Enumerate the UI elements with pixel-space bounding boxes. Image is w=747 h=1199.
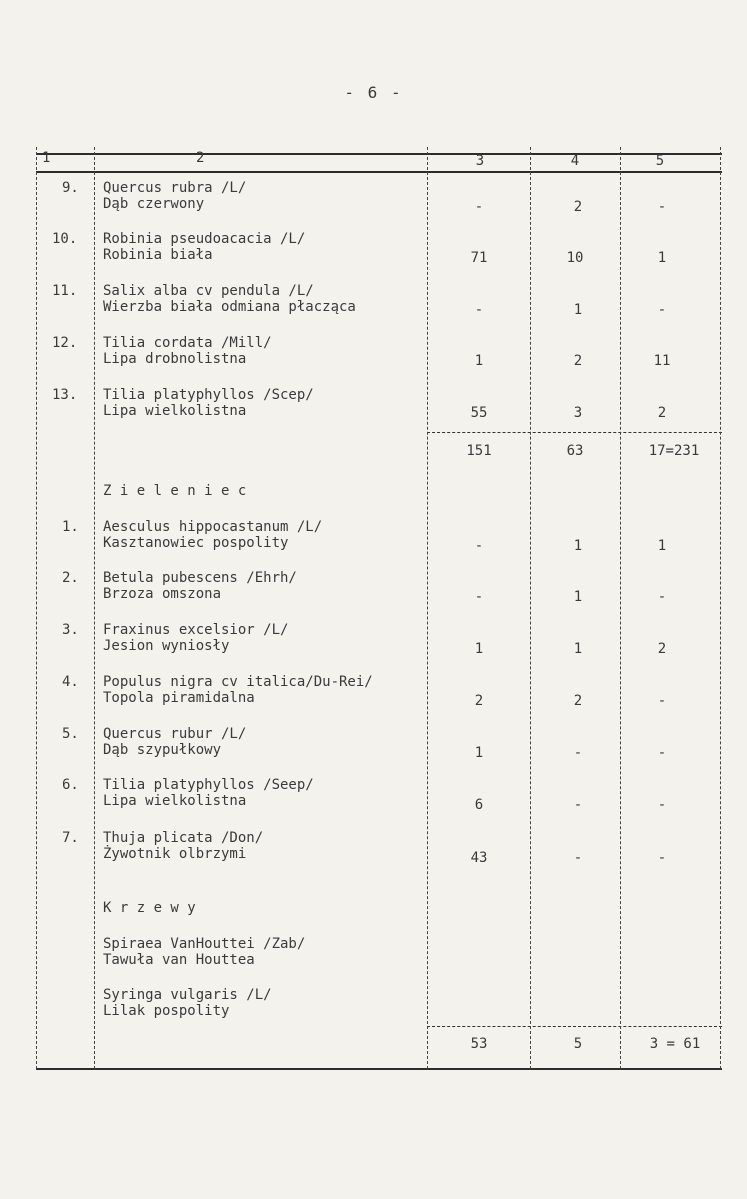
col-divider-4: [620, 147, 621, 1069]
polish-name: Lilak pospolity: [103, 1003, 230, 1019]
col-divider-1: [94, 147, 95, 1069]
cell-col-5: -: [657, 745, 667, 761]
cell-col-3: 1: [474, 353, 484, 369]
cell-col-3: 6: [474, 797, 484, 813]
latin-name: Syringa vulgaris /L/: [103, 987, 272, 1003]
cell-col-5: 2: [657, 641, 667, 657]
cell-col-4: 1: [573, 302, 583, 318]
cell-col-5: -: [657, 199, 667, 215]
cell-col-5: 1: [657, 250, 667, 266]
row-number: 12.: [52, 335, 78, 351]
col-divider-right: [720, 147, 721, 1069]
cell-col-3: 43: [470, 850, 488, 866]
polish-name: Jesion wyniosły: [103, 638, 230, 654]
cell-col-4: 10: [566, 250, 584, 266]
total-col-5: 3 = 61: [649, 1036, 701, 1052]
latin-name: Populus nigra cv italica/Du-Rei/: [103, 674, 373, 690]
subtotal-rule: [427, 432, 722, 433]
row-number: 9.: [62, 180, 79, 196]
latin-name: Aesculus hippocastanum /L/: [103, 519, 323, 535]
cell-col-4: 3: [573, 405, 583, 421]
header-col-5: 5: [655, 153, 665, 169]
cell-col-3: 1: [474, 745, 484, 761]
cell-col-5: -: [657, 797, 667, 813]
cell-col-5: -: [657, 693, 667, 709]
col-divider-2: [427, 147, 428, 1069]
row-number: 5.: [62, 726, 79, 742]
cell-col-5: 11: [653, 353, 671, 369]
col-divider-left: [36, 147, 37, 1069]
cell-col-3: -: [474, 199, 484, 215]
header-col-4: 4: [570, 153, 580, 169]
row-number: 13.: [52, 387, 78, 403]
polish-name: Dąb szypułkowy: [103, 742, 222, 758]
subtotal-col-5: 17=231: [648, 443, 700, 459]
header-col-2: 2: [196, 150, 205, 166]
header-col-1: 1: [42, 150, 51, 166]
subtotal-col-3: 151: [466, 443, 492, 459]
row-number: 6.: [62, 777, 79, 793]
row-number: 11.: [52, 283, 78, 299]
cell-col-5: 2: [657, 405, 667, 421]
latin-name: Salix alba cv pendula /L/: [103, 283, 314, 299]
latin-name: Tilia cordata /Mill/: [103, 335, 272, 351]
polish-name: Wierzba biała odmiana płacząca: [103, 299, 356, 315]
cell-col-4: -: [573, 797, 583, 813]
section-heading: K r z e w y: [103, 900, 196, 916]
cell-col-3: -: [474, 302, 484, 318]
latin-name: Thuja plicata /Don/: [103, 830, 264, 846]
cell-col-5: -: [657, 850, 667, 866]
cell-col-4: 1: [573, 589, 583, 605]
row-number: 1.: [62, 519, 79, 535]
cell-col-3: 2: [474, 693, 484, 709]
total-col-3: 53: [470, 1036, 488, 1052]
polish-name: Dąb czerwony: [103, 196, 205, 212]
cell-col-4: 1: [573, 641, 583, 657]
cell-col-5: -: [657, 302, 667, 318]
polish-name: Robinia biała: [103, 247, 213, 263]
page-number: - 6 -: [344, 83, 403, 102]
row-number: 3.: [62, 622, 79, 638]
row-number: 4.: [62, 674, 79, 690]
cell-col-4: -: [573, 745, 583, 761]
cell-col-3: 1: [474, 641, 484, 657]
polish-name: Brzoza omszona: [103, 586, 222, 602]
cell-col-4: 2: [573, 353, 583, 369]
cell-col-4: -: [573, 850, 583, 866]
latin-name: Tilia platyphyllos /Seep/: [103, 777, 314, 793]
col-divider-3: [530, 147, 531, 1069]
latin-name: Tilia platyphyllos /Scep/: [103, 387, 314, 403]
cell-col-3: 71: [470, 250, 488, 266]
latin-name: Quercus rubur /L/: [103, 726, 247, 742]
section-heading: Z i e l e n i e c: [103, 483, 247, 499]
polish-name: Kasztanowiec pospolity: [103, 535, 289, 551]
latin-name: Robinia pseudoacacia /L/: [103, 231, 306, 247]
cell-col-3: 55: [470, 405, 488, 421]
cell-col-3: -: [474, 589, 484, 605]
polish-name: Topola piramidalna: [103, 690, 255, 706]
total-rule: [427, 1026, 722, 1027]
cell-col-4: 1: [573, 538, 583, 554]
total-col-4: 5: [573, 1036, 583, 1052]
cell-col-4: 2: [573, 199, 583, 215]
latin-name: Spiraea VanHouttei /Zab/: [103, 936, 306, 952]
polish-name: Tawuła van Houttea: [103, 952, 255, 968]
subtotal-col-4: 63: [566, 443, 584, 459]
latin-name: Quercus rubra /L/: [103, 180, 247, 196]
header-col-3: 3: [475, 153, 485, 169]
cell-col-4: 2: [573, 693, 583, 709]
cell-col-5: -: [657, 589, 667, 605]
polish-name: Lipa drobnolistna: [103, 351, 247, 367]
latin-name: Fraxinus excelsior /L/: [103, 622, 289, 638]
row-number: 7.: [62, 830, 79, 846]
row-number: 2.: [62, 570, 79, 586]
polish-name: Lipa wielkolistna: [103, 403, 247, 419]
cell-col-3: -: [474, 538, 484, 554]
polish-name: Lipa wielkolistna: [103, 793, 247, 809]
latin-name: Betula pubescens /Ehrh/: [103, 570, 297, 586]
polish-name: Żywotnik olbrzymi: [103, 846, 247, 862]
row-number: 10.: [52, 231, 78, 247]
cell-col-5: 1: [657, 538, 667, 554]
